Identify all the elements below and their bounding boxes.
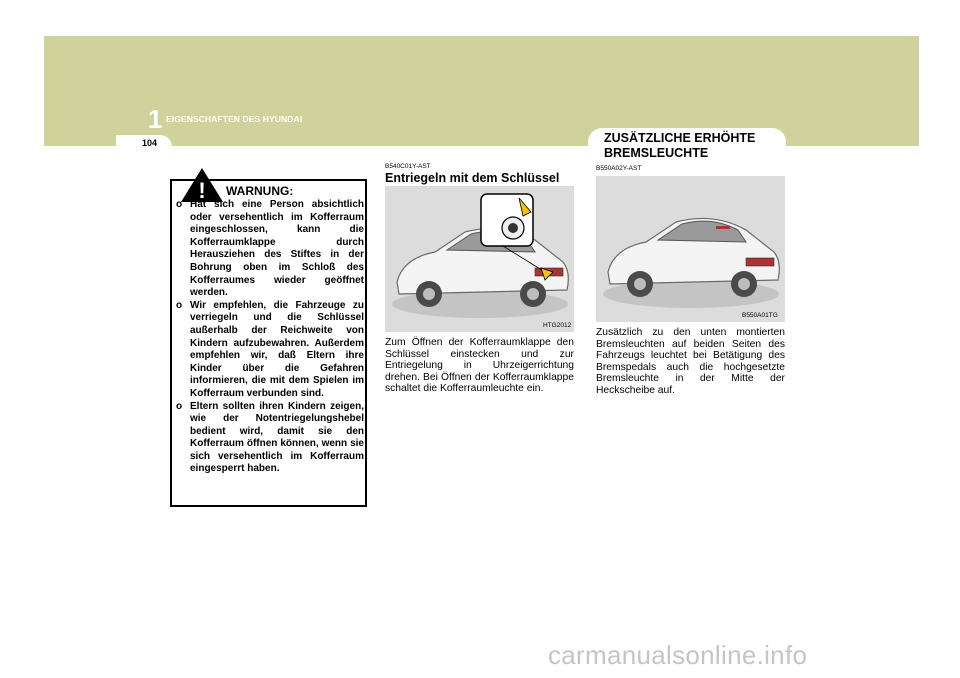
warning-bullet: o [176, 299, 183, 311]
trunk-key-illustration [385, 186, 574, 332]
brake-light-illustration [596, 176, 785, 322]
warning-item [176, 199, 364, 300]
figure-code: B550A01TG [742, 312, 778, 319]
header-band [44, 36, 919, 146]
warning-item-text: Hat sich eine Person absichtlich oder versehentlich im Kofferraum eingeschlossen, kann die Kofferraumklappe durch Herausziehen des Stiftes in der Bohrung oben im Schloß des Kofferraumes wieder geöffnet werden. [190, 199, 364, 299]
warning-symbol: ! [198, 178, 206, 203]
warning-item-text: Eltern sollten ihren Kindern zeigen, wie der Notentriegelungshebel bedient wird, damit sie den Kofferraum öffnen können, wenn sie sich versehentlich im Kofferraum eingesperrt haben. [190, 400, 364, 475]
chapter-title: EIGENSCHAFTEN DES HYUNDAI [166, 114, 303, 124]
figure-code: HTG2012 [543, 322, 572, 329]
section-body: Zusätzlich zu den unten montierten Bremsleuchten auf beiden Seiten des Fahrzeugs leuchtet bei Betätigung des Bremspedals auch die hochgesetzte Bremsleuchte in der Mitte der Heckscheibe auf. [596, 327, 785, 396]
page-number: 104 [142, 138, 158, 148]
warning-bullet: o [176, 199, 183, 210]
section-body: Zum Öffnen der Kofferraumklappe den Schlüssel einstecken und zur Entriegelung in Uhrzeigerrichtung drehen. Bei Öffnen der Kofferraumklappe schaltet die Kofferraumleuchte ein. [385, 337, 574, 395]
chapter-number: 1 [148, 104, 163, 134]
warning-triangle-icon [180, 167, 224, 203]
section-title: ZUSÄTZLICHE ERHÖHTE BREMSLEUCHTE [604, 131, 756, 160]
section-heading: Entriegeln mit dem Schlüssel [385, 171, 560, 185]
section-code: B550A02Y-AST [596, 165, 642, 172]
section-code: B540C01Y-AST [385, 163, 431, 170]
warning-title: WARNUNG: [226, 184, 294, 198]
watermark-link[interactable]: carmanualsonline.info [548, 640, 808, 670]
warning-item-text: Wir empfehlen, die Fahrzeuge zu verriegeln und die Schlüssel außerhalb der Reichweite von Kindern aufzubewahren. Außerdem empfehlen wir, daß Eltern ihre Kinder über die Gefahren informieren, die mit dem Spielen im Kofferraum verbunden sind. [190, 299, 364, 399]
warning-item [176, 401, 364, 477]
warning-bullet: o [176, 400, 183, 412]
warning-list [176, 199, 364, 476]
warning-item [176, 300, 364, 401]
